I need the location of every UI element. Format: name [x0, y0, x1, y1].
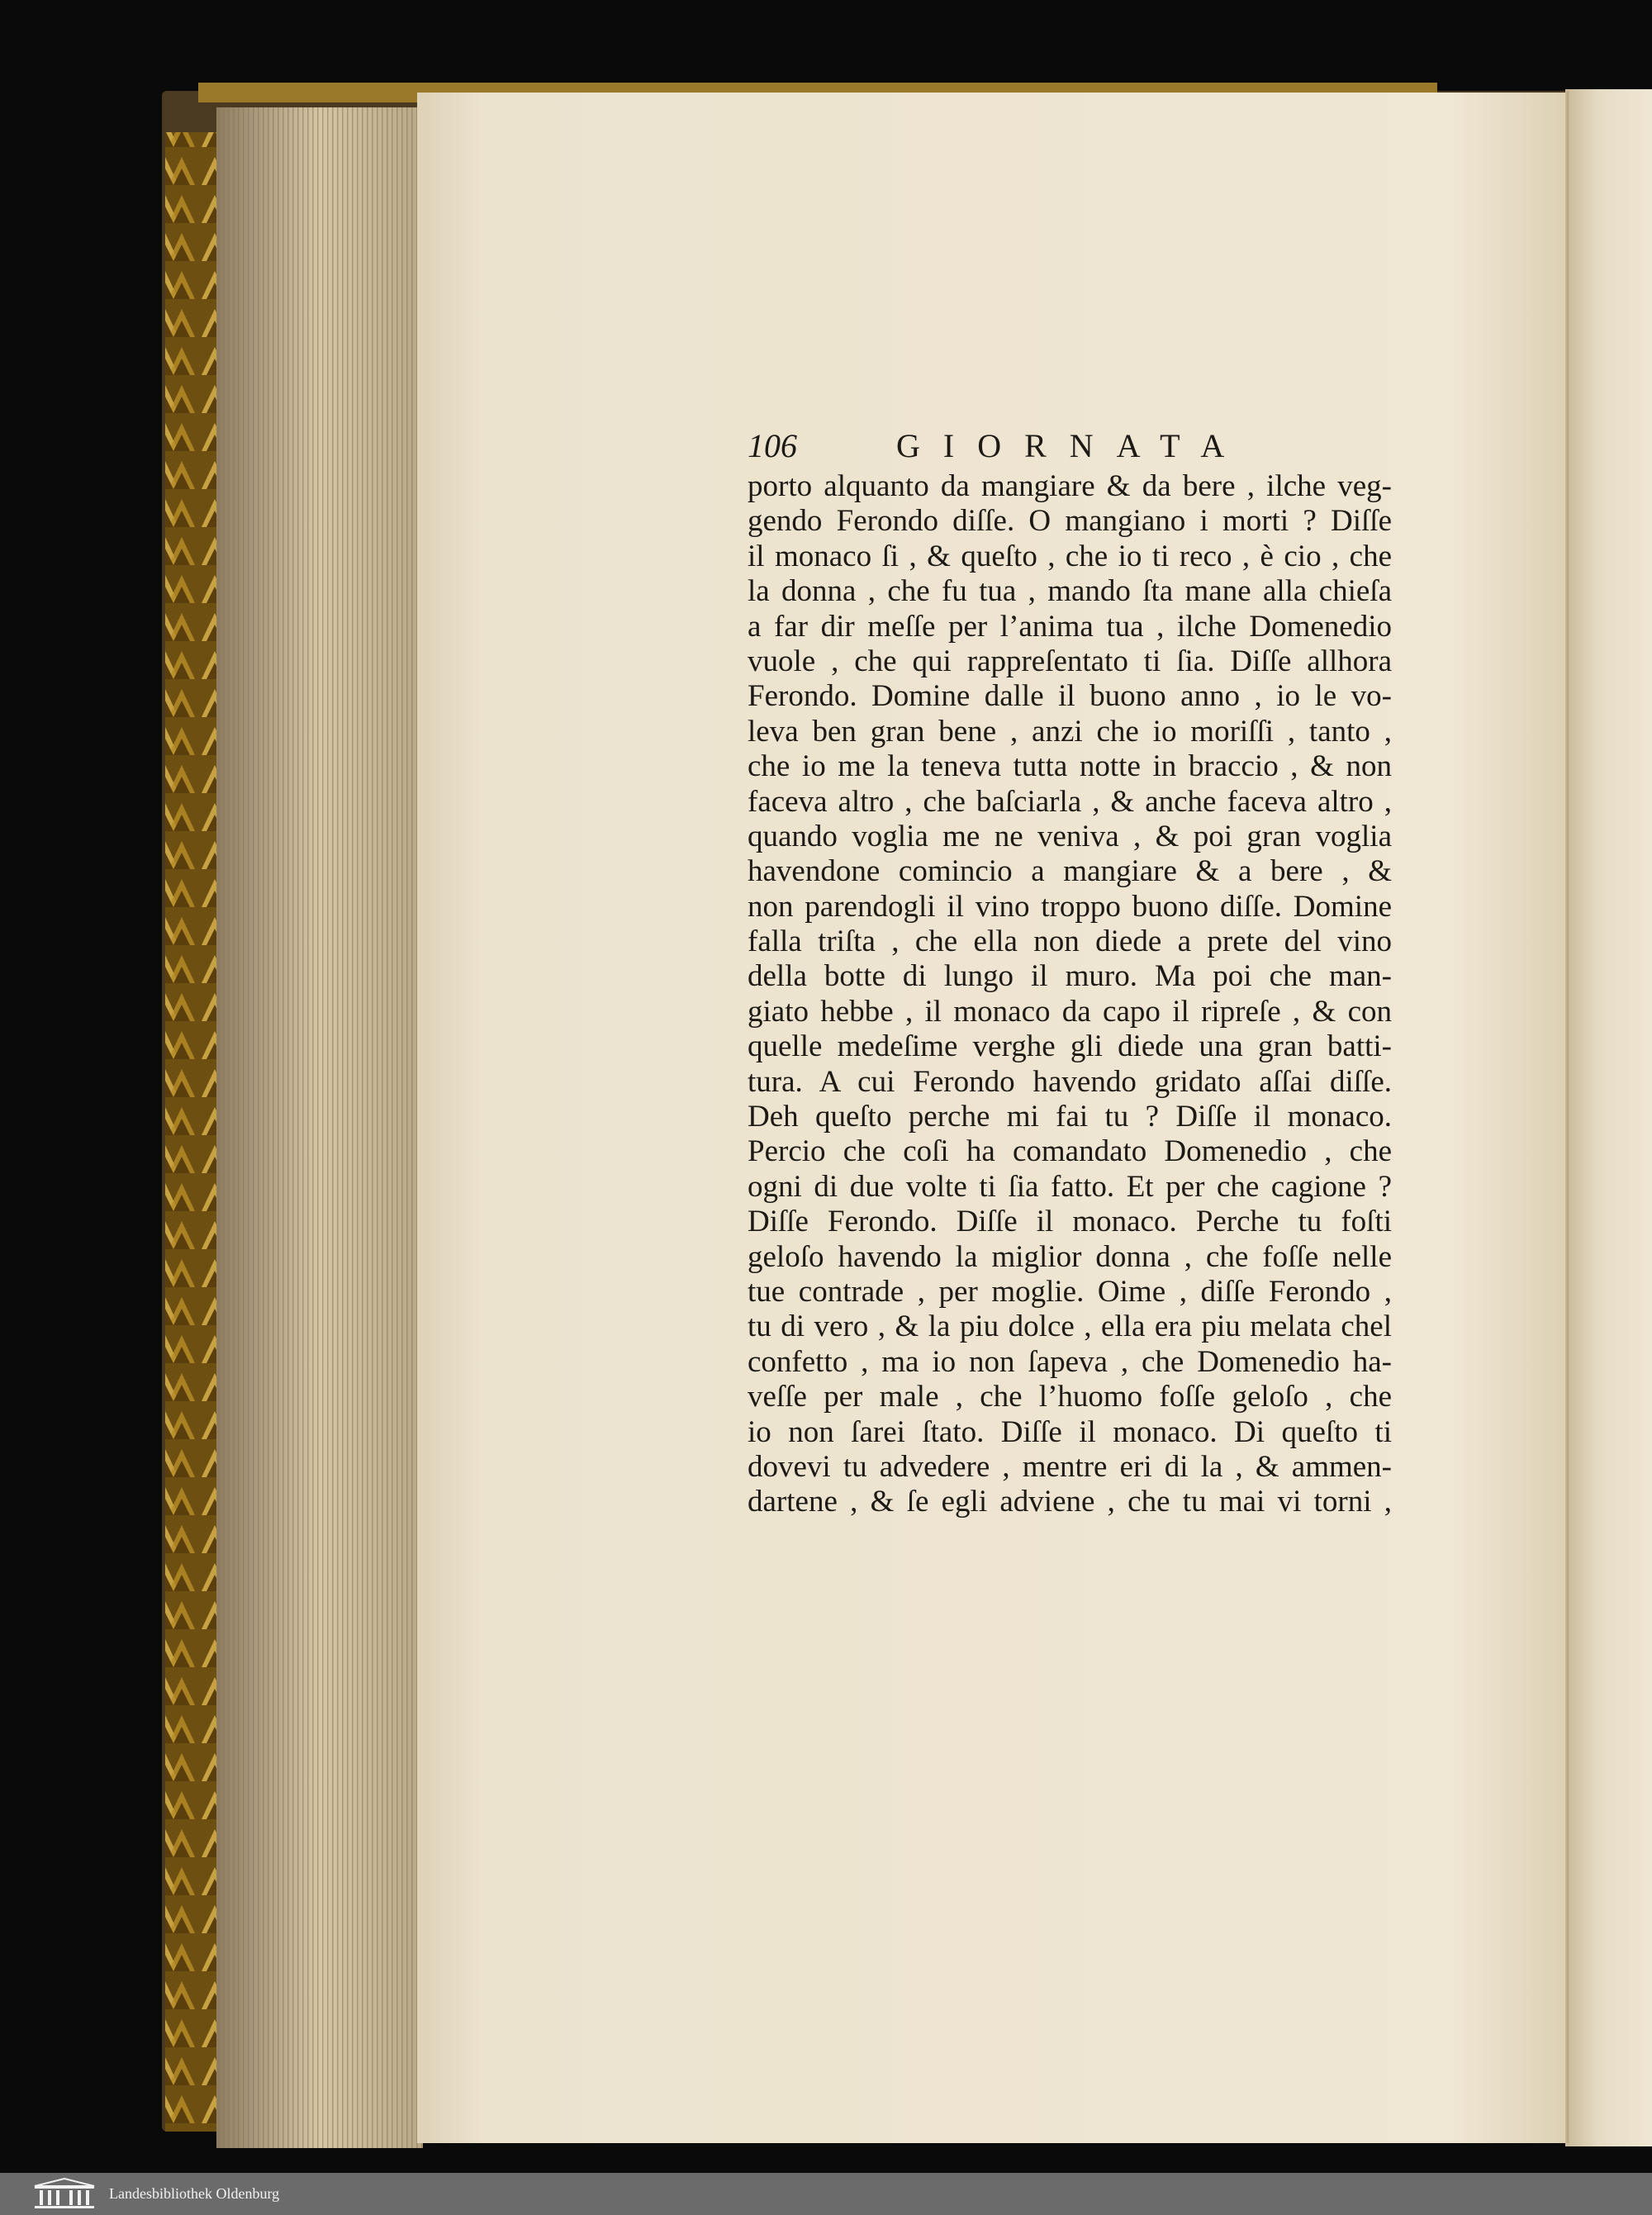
text-line: giato hebbe , il monaco da capo il ripreſe , & con — [748, 994, 1392, 1029]
text-line: dovevi tu advedere , mentre eri di la , & ammen- — [748, 1449, 1392, 1484]
text-line: io non ſarei ſtato. Diſſe il monaco. Di queſto ti — [748, 1414, 1392, 1449]
text-line: tue contrade , per moglie. Oime , diſſe Ferondo , — [748, 1274, 1392, 1309]
text-line: della botte di lungo il muro. Ma poi che man- — [748, 959, 1392, 994]
text-line: quando voglia me ne veniva , & poi gran voglia — [748, 819, 1392, 853]
library-building-icon — [33, 2178, 96, 2209]
body-text — [748, 469, 1392, 1520]
text-line: veſſe per male , che l’huomo foſſe geloſo , che — [748, 1380, 1392, 1414]
text-line: a far dir meſſe per l’anima tua , ilche Domenedio — [748, 609, 1392, 644]
text-line: ogni di due volte ti ſia fatto. Et per che cagione ? — [748, 1169, 1392, 1204]
text-line: la donna , che fu tua , mando ſta mane alla chieſa — [748, 574, 1392, 609]
text-line: leva ben gran bene , anzi che io moriſſi , tanto , — [748, 714, 1392, 749]
text-line: gendo Ferondo diſſe. O mangiano i morti ? Diſſe — [748, 504, 1392, 539]
text-line: non parendogli il vino troppo buono diſſe. Domine — [748, 889, 1392, 924]
text-line: che io me la teneva tutta notte in braccio , & non — [748, 749, 1392, 784]
facing-page — [1565, 89, 1652, 2146]
text-line: Deh queſto perche mi fai tu ? Diſſe il monaco. — [748, 1100, 1392, 1134]
page-number: 106 — [748, 427, 797, 464]
text-line: porto alquanto da mangiare & da bere , ilche veg- — [748, 469, 1392, 503]
text-line: falla triſta , che ella non diede a prete del vino — [748, 925, 1392, 959]
text-line: Ferondo. Domine dalle il buono anno , io le vo- — [748, 679, 1392, 714]
library-name: Landesbibliothek Oldenburg — [109, 2185, 280, 2202]
page-header — [748, 421, 1375, 471]
text-line: Percio che coſi ha comandato Domenedio , che — [748, 1134, 1392, 1169]
text-line: confetto , ma io non ſapeva , che Domenedio ha- — [748, 1344, 1392, 1379]
text-line: tu di vero , & la piu dolce , ella era piu melata chel — [748, 1310, 1392, 1344]
text-line: geloſo havendo la miglior donna , che foſſe nelle — [748, 1239, 1392, 1274]
running-head: GIORNATA — [896, 427, 1248, 464]
text-line: quelle medeſime verghe gli diede una gran batti- — [748, 1029, 1392, 1064]
gilt-border — [165, 132, 225, 2132]
text-line: dartene , & ſe egli adviene , che tu mai vi torni , — [748, 1485, 1392, 1519]
text-line: faceva altro , che baſciarla , & anche faceva altro , — [748, 784, 1392, 819]
text-line: il monaco ſi , & queſto , che io ti reco , è cio , che — [748, 539, 1392, 573]
text-line: Diſſe Ferondo. Diſſe il monaco. Perche tu foſti — [748, 1205, 1392, 1239]
footer-bar — [0, 2173, 1652, 2215]
text-line: tura. A cui Ferondo havendo gridato aſſai diſſe. — [748, 1064, 1392, 1099]
text-line: havendone comincio a mangiare & a bere , & — [748, 854, 1392, 889]
text-line: vuole , che qui rappreſentato ti ſia. Diſſe allhora — [748, 644, 1392, 678]
page-stack-lines — [216, 107, 423, 2148]
